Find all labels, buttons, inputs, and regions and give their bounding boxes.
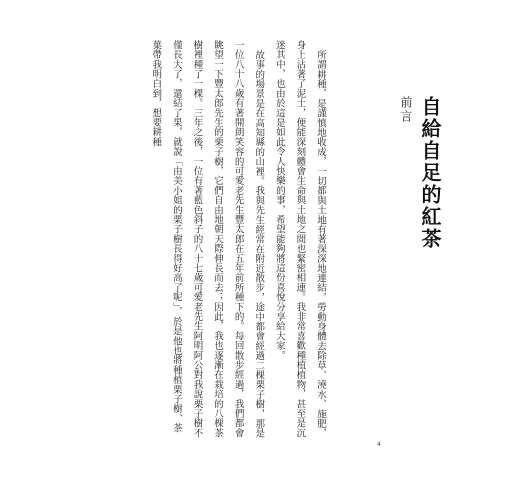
body-text — [70, 40, 330, 440]
paragraph: 故事的場景是在高知縣的山裡。我與先生經常在附近散步，途中都會經過二棵栗子樹，那是一位八十八歲有著開朗笑容的可愛老先生豐太郎在五年前所種下的。每回散步經過，我們都會眺望一下豐太郎先生的栗子樹，它們自由地朝天際伸長而去；因此，我也逐漸在栽培的八棵茶樹裡種了一棵。三年之後，一位有著藍色斜子的八十七歲可愛老先生阿明阿公對我說栗子樹不僅長大了，還結了果，就說「由美小姐的栗子樹長得好高了呢」，於是他也將種植栗子樹、茶葉帶我明白到，想要耕種 — [150, 40, 265, 438]
chapter-title: 自給自足的紅茶 — [418, 96, 442, 250]
preface-label: 前言 — [399, 96, 413, 124]
page-number: 4 — [377, 441, 381, 448]
paragraph: 所謂耕種，是謹慎地收成，一切都與土地有著深深地連結，勞動身體去除草、澆水、施肥，身上沾著了泥土，便能深刻體會生命與土地之間也緊密相連。我非常喜歡種植植物，甚至是沉迷其中，也由於這是如此令人快樂的事，希望能夠將這份喜悅分享給大家。 — [273, 40, 326, 438]
